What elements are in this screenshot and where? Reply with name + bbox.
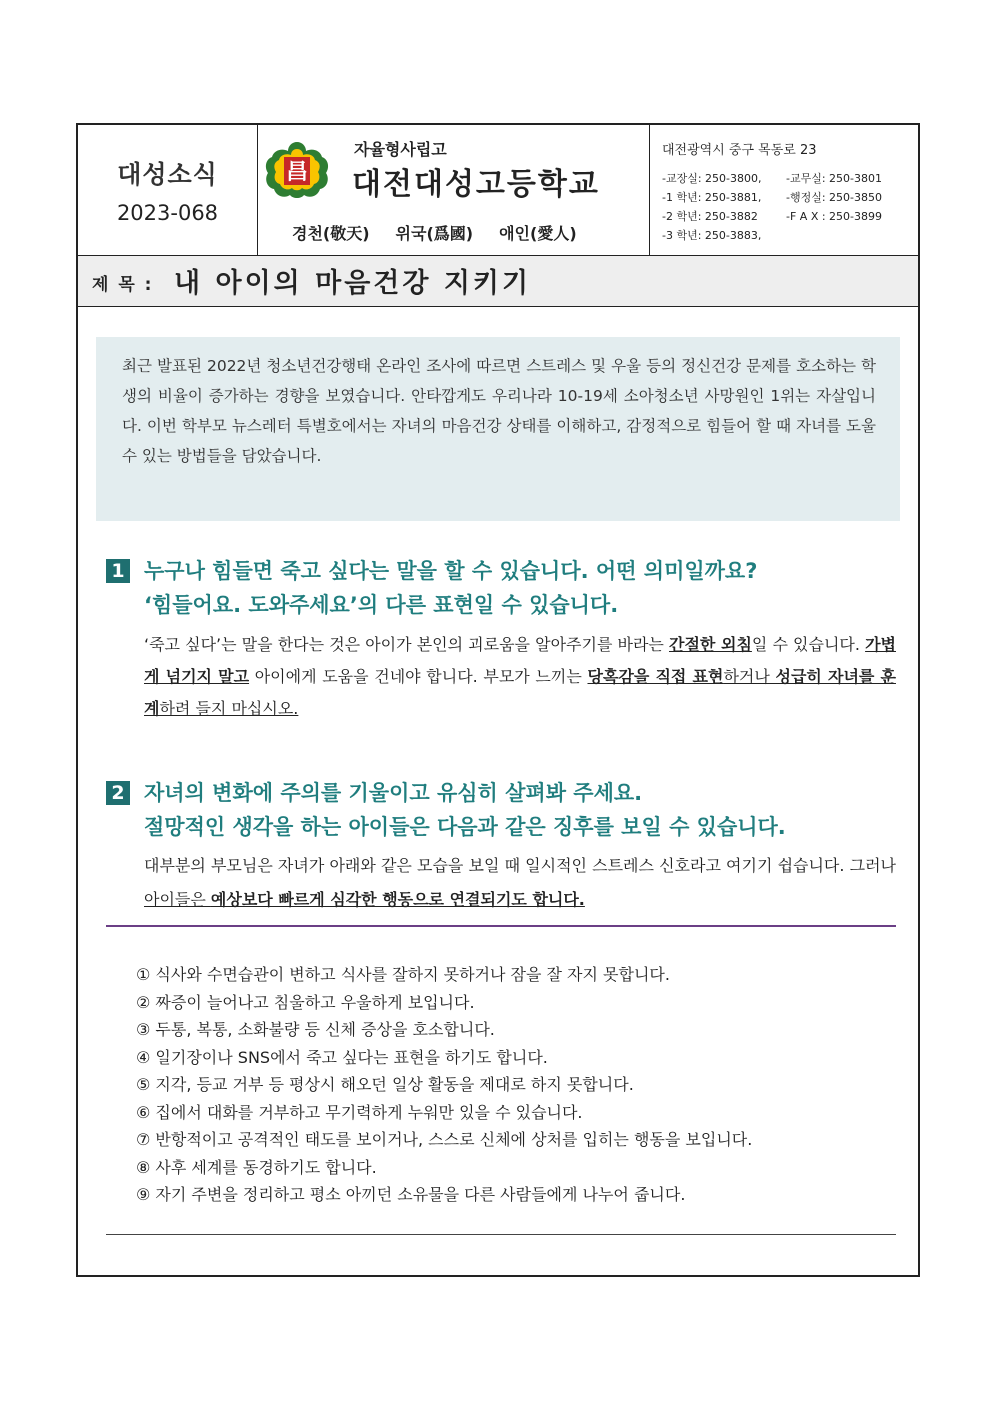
contact-row <box>662 226 882 245</box>
header-contact <box>650 125 920 255</box>
body-text: 아이들은 <box>144 890 211 909</box>
school-mottos <box>292 221 603 244</box>
emphasis-text: 예상보다 빠르게 심각한 행동으로 연결되기도 합니다. <box>210 890 585 909</box>
emphasis-text: 당혹감을 직접 표현 <box>587 667 724 686</box>
issue-number: 2023-068 <box>116 201 219 225</box>
list-item: ③ 두통, 복통, 소화불량 등 신체 증상을 호소합니다. <box>136 1020 495 1039</box>
logo-glyph: 昌 <box>285 159 309 185</box>
school-logo-icon <box>262 139 332 201</box>
list-item: ① 식사와 수면습관이 변하고 식사를 잘하지 못하거나 잠을 잘 자지 못합니다. <box>136 965 670 984</box>
contact-row <box>662 169 882 188</box>
contact-entry: -3 학년: 250-3883, <box>662 229 762 242</box>
list-item: ⑨ 자기 주변을 정리하고 평소 아끼던 소유물을 다른 사람들에게 나누어 줍니다. <box>136 1185 686 1204</box>
warning-signs-list <box>136 961 896 1209</box>
header-left <box>78 125 258 255</box>
body-text: 대부분의 부모님은 자녀가 아래와 같은 모습을 보일 때 일시적인 스트레스 신호라고 여기기 쉽습니다. 그러나 <box>144 856 896 875</box>
motto-item: 애인(愛人) <box>499 224 577 243</box>
list-item: ④ 일기장이나 SNS에서 죽고 싶다는 표현을 하기도 합니다. <box>136 1047 548 1067</box>
list-item: ⑦ 반항적이고 공격적인 태도를 보이거나, 스스로 신체에 상처를 입히는 행동을 보입니다. <box>136 1130 753 1149</box>
intro-box: 최근 발표된 2022년 청소년건강행태 온라인 조사에 따르면 스트레스 및 우울 등의 정신건강 문제를 호소하는 학생의 비율이 증가하는 경향을 보였습니다. 안타깝게도 우리나라 10-19세 소아청소년 사망원인 1위는 자살입니다. 이번 학부모 뉴스레터 특별호에서는 자녀의 마음건강 상태를 이해하고, 감정적으로 힘들어 할 때 자녀를 도울 수 있는 방법들을 담았습니다. <box>96 337 900 521</box>
contact-row <box>662 188 882 207</box>
contact-entry: -행정실: 250-3850 <box>786 191 883 204</box>
contact-list <box>662 169 882 245</box>
body-text: ‘죽고 싶다’는 말을 한다는 것은 아이가 본인의 괴로움을 알아주기를 바라는 <box>144 635 670 654</box>
section-number-badge: 2 <box>106 781 130 805</box>
list-item: ⑥ 집에서 대화를 거부하고 무기력하게 누워만 있을 수 있습니다. <box>136 1102 583 1122</box>
section-heading-line: 누구나 힘들면 죽고 싶다는 말을 할 수 있습니다. 어떤 의미일까요? <box>144 559 758 583</box>
emphasis-text: 가볍게 넘기지 말고 <box>144 635 896 686</box>
body-text: 하려 들지 마십시오. <box>159 699 299 718</box>
school-subtitle: 자율형사립고 <box>354 140 447 159</box>
section-heading-line: 절망적인 생각을 하는 아이들은 다음과 같은 징후를 보일 수 있습니다. <box>144 815 786 839</box>
section-divider <box>106 925 896 927</box>
page-title: 내 아이의 마음건강 지키기 <box>174 268 532 299</box>
school-address: 대전광역시 중구 목동로 23 <box>662 143 817 158</box>
section-number-badge: 1 <box>106 559 130 583</box>
section-heading-line: 자녀의 변화에 주의를 기울이고 유심히 살펴봐 주세요. <box>144 781 643 805</box>
list-item: ⑤ 지각, 등교 거부 등 평상시 해오던 일상 활동을 제대로 하지 못합니다. <box>136 1075 634 1094</box>
contact-entry: -교장실: 250-3800, <box>662 172 762 185</box>
emphasis-text: 성급히 자녀를 훈계 <box>144 667 896 718</box>
newsletter-frame <box>76 123 920 1277</box>
contact-entry: -2 학년: 250-3882 <box>662 210 758 223</box>
emphasis-text: 간절한 외침 <box>669 635 752 654</box>
list-item: ② 짜증이 늘어나고 침울하고 우울하게 보입니다. <box>136 992 475 1012</box>
bottom-divider <box>106 1234 896 1235</box>
title-label: 제 목 : <box>92 275 154 295</box>
body-text: 아이에게 도움을 건네야 합니다. 부모가 느끼는 <box>249 667 588 686</box>
list-item: ⑧ 사후 세계를 동경하기도 합니다. <box>136 1157 377 1177</box>
motto-item: 경천(敬天) <box>292 224 370 243</box>
body-text: 하거나 <box>723 667 776 686</box>
section-heading-line: ‘힘들어요. 도와주세요’의 다른 표현일 수 있습니다. <box>144 593 619 617</box>
motto-item: 위국(爲國) <box>395 224 474 243</box>
title-bar <box>78 255 918 307</box>
contact-entry: -1 학년: 250-3881, <box>662 191 762 204</box>
header-school <box>258 125 650 255</box>
section-1-body <box>144 629 896 725</box>
contact-row <box>662 207 882 226</box>
contact-entry: -교무실: 250-3801 <box>786 172 883 185</box>
newsletter-name: 대성소식 <box>117 160 218 189</box>
section-2-body <box>144 849 896 917</box>
school-name: 대전대성고등학교 <box>352 167 600 202</box>
contact-entry: -F A X : 250-3899 <box>786 210 883 223</box>
body-text: 일 수 있습니다. <box>751 635 866 654</box>
